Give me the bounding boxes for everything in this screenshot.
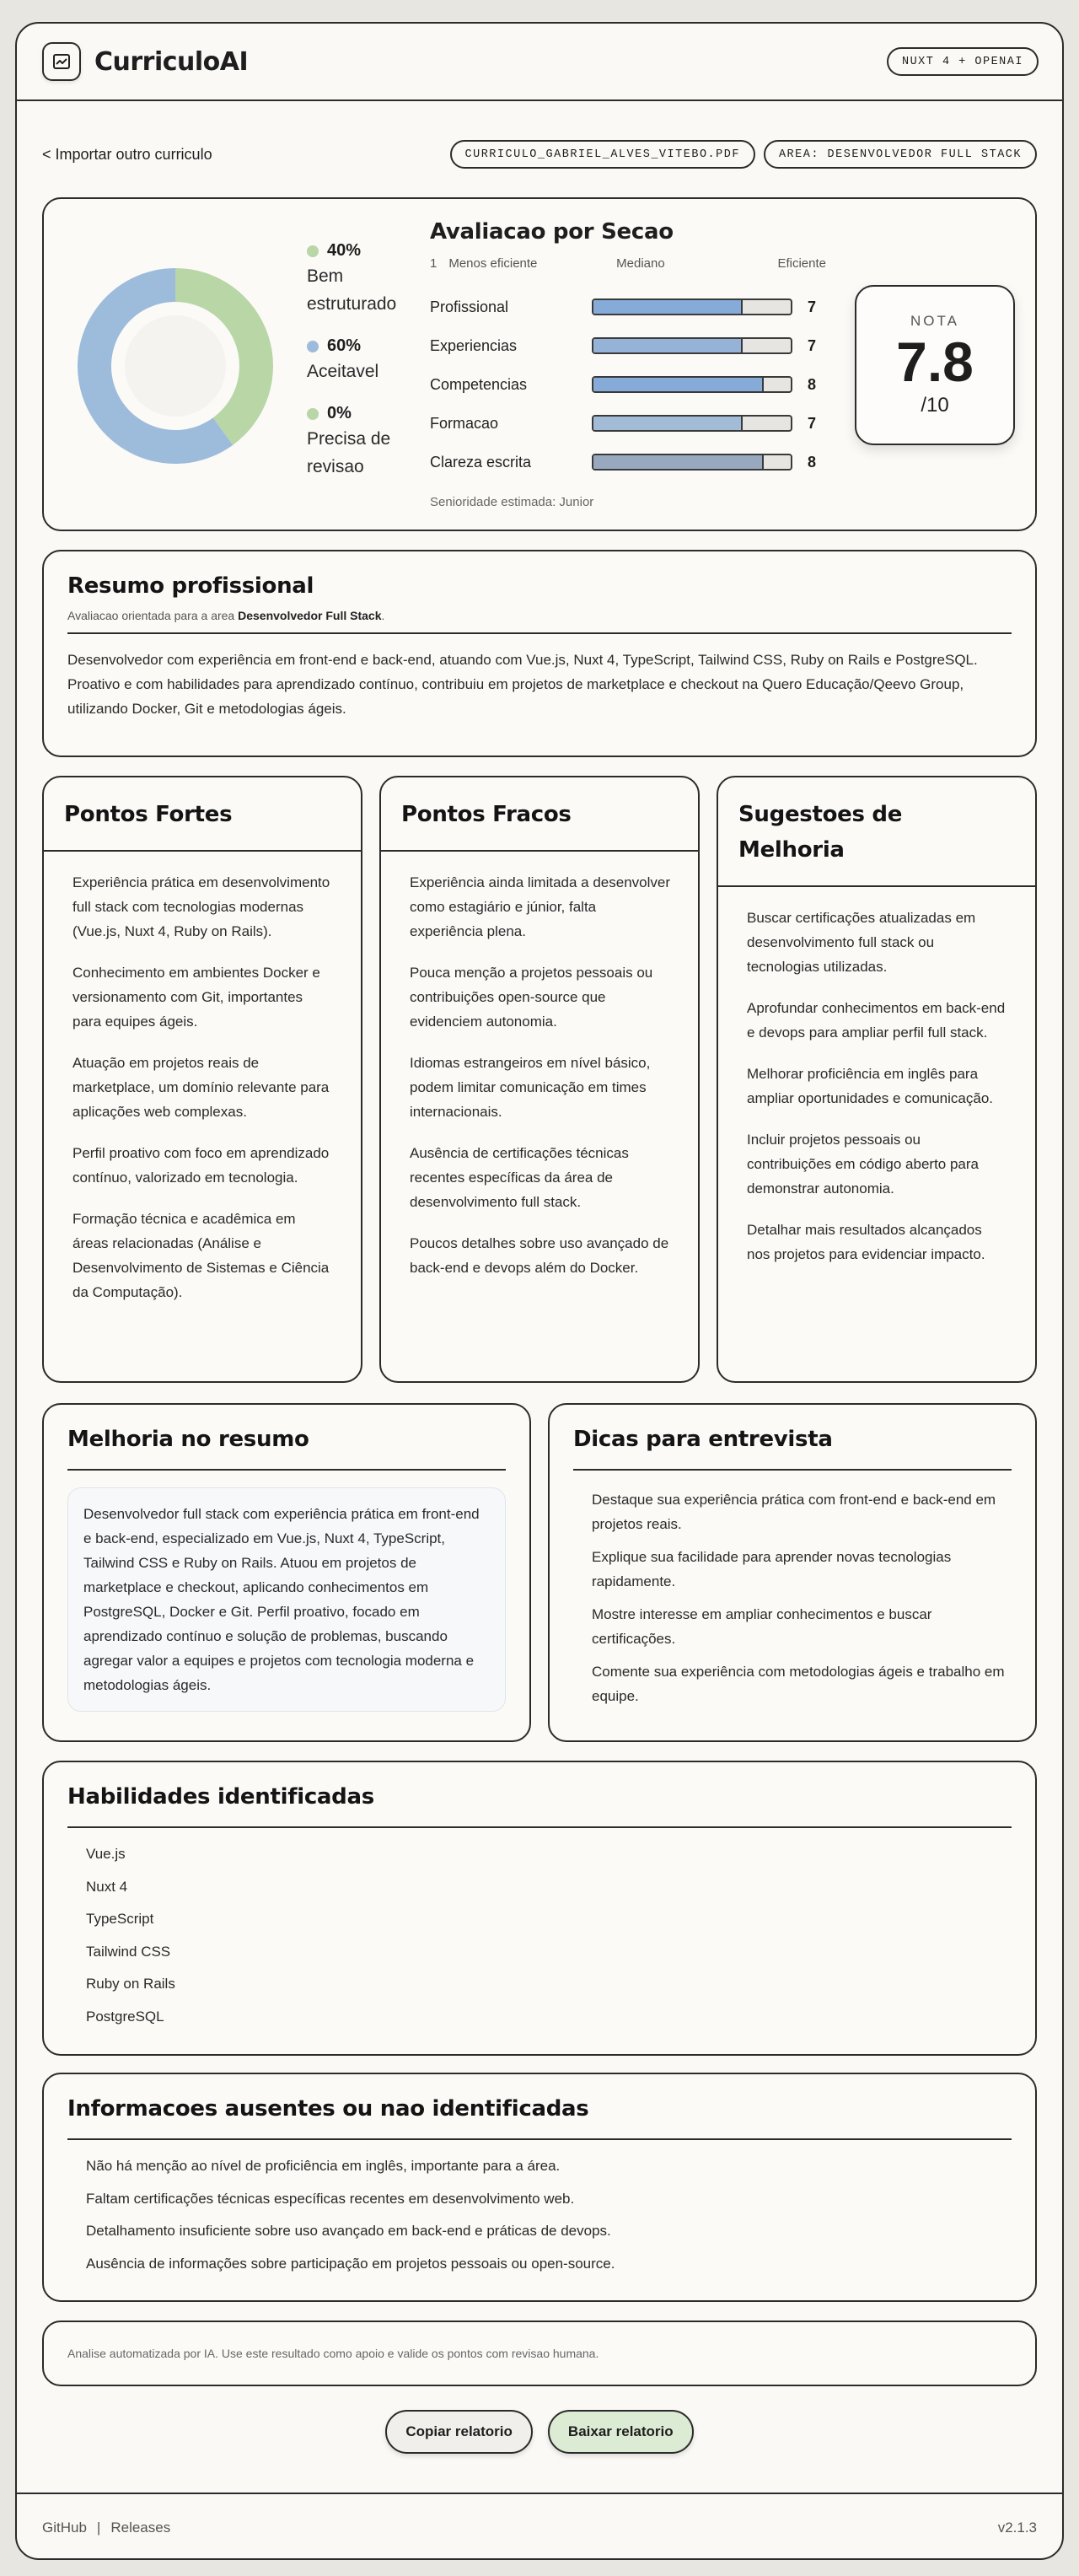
app-window xyxy=(15,22,1064,2560)
ai-disclaimer: Analise automatizada por IA. Use este resultado como apoio e valide os pontos com revisao humana. xyxy=(42,2321,1037,2386)
list-item: Aprofundar conhecimentos em back-end e devops para ampliar perfil full stack. xyxy=(747,1000,1006,1041)
brand xyxy=(42,42,248,81)
divider xyxy=(573,1469,1012,1471)
legend-dot xyxy=(307,341,319,352)
legend-percent: 60% xyxy=(327,336,362,355)
divider xyxy=(67,632,1012,634)
area-chip: AREA: DESENVOLVEDOR FULL STACK xyxy=(764,140,1037,169)
releases-link[interactable]: Releases xyxy=(110,2520,171,2536)
suggestions-list xyxy=(718,887,1035,1266)
list-item: Explique sua facilidade para aprender novas tecnologias rapidamente. xyxy=(592,1549,952,1589)
skill-item: PostgreSQL xyxy=(86,2008,164,2025)
section-bar xyxy=(592,337,792,354)
skill-item: Vue.js xyxy=(86,1846,126,1862)
list-item: Perfil proativo com foco em aprendizado contínuo, valorizado em tecnologia. xyxy=(72,1145,330,1186)
summary-subtitle-prefix: Avaliacao orientada para a area xyxy=(67,609,239,622)
missing-info-item: Ausência de informações sobre participação em projetos pessoais ou open-source. xyxy=(86,2255,615,2272)
legend-item-needs-review xyxy=(307,404,425,481)
app-title: CurriculoAI xyxy=(94,46,249,77)
section-label: Competencias xyxy=(430,375,528,393)
section-rows xyxy=(430,288,826,481)
status-donut-chart xyxy=(78,268,273,464)
section-label: Clareza escrita xyxy=(430,453,532,471)
strengths-list xyxy=(44,852,361,1304)
section-row xyxy=(430,365,826,404)
improved-summary-title: Melhoria no resumo xyxy=(67,1427,309,1452)
section-value: 8 xyxy=(808,375,817,393)
overall-score xyxy=(855,285,1015,445)
weaknesses-list xyxy=(381,852,698,1280)
legend-label: Precisa de revisao xyxy=(307,429,391,476)
section-label: Profissional xyxy=(430,298,509,315)
section-row xyxy=(430,443,826,481)
footer-links xyxy=(42,2520,170,2536)
scale-high-label: Eficiente xyxy=(777,256,826,271)
list-item: Experiência prática em desenvolvimento full stack com tecnologias modernas (Vue.js, Nuxt 4, Ruby on Rails). xyxy=(72,874,330,939)
copy-report-button[interactable]: Copiar relatorio xyxy=(385,2410,533,2454)
section-bar xyxy=(592,415,792,432)
overview-card xyxy=(42,197,1037,531)
file-chip: CURRICULO_GABRIEL_ALVES_VITEBO.PDF xyxy=(450,140,755,169)
professional-summary-card xyxy=(42,550,1037,757)
section-bar-fill xyxy=(593,455,764,469)
list-item: Pouca menção a projetos pessoais ou contribuições open-source que evidenciem autonomia. xyxy=(410,965,653,1030)
skill-item: Ruby on Rails xyxy=(86,1976,175,1992)
strengths-title: Pontos Fortes xyxy=(64,802,233,827)
score-label: NOTA xyxy=(910,313,959,329)
list-item: Detalhar mais resultados alcançados nos projetos para evidenciar impacto. xyxy=(747,1222,985,1262)
weaknesses-title: Pontos Fracos xyxy=(401,802,572,827)
section-label: Formacao xyxy=(430,414,499,432)
chart-icon xyxy=(42,42,81,81)
legend-dot xyxy=(307,408,319,420)
list-item: Experiência ainda limitada a desenvolver como estagiário e júnior, falta experiência plena. xyxy=(410,874,671,939)
section-bar xyxy=(592,376,792,393)
skills-card xyxy=(42,1761,1037,2056)
summary-subtitle xyxy=(67,609,1012,622)
list-item: Poucos detalhes sobre uso avançado de back-end e devops além do Docker. xyxy=(410,1235,669,1276)
section-bar-fill xyxy=(593,300,743,314)
skill-item: Tailwind CSS xyxy=(86,1943,171,1960)
summary-title: Resumo profissional xyxy=(67,573,314,599)
skill-item: TypeScript xyxy=(86,1911,154,1927)
section-row xyxy=(430,288,826,326)
skills-title: Habilidades identificadas xyxy=(67,1784,374,1810)
suggestions-card xyxy=(717,776,1037,1383)
donut-center xyxy=(125,315,226,417)
report-actions xyxy=(17,2410,1062,2454)
list-item: Comente sua experiência com metodologias ágeis e trabalho em equipe. xyxy=(592,1664,1005,1704)
sub-navigation xyxy=(17,101,1062,207)
context-chips xyxy=(450,140,1038,169)
missing-info-title: Informacoes ausentes ou nao identificadas xyxy=(67,2096,589,2122)
legend-percent: 40% xyxy=(327,241,362,260)
github-link[interactable]: GitHub xyxy=(42,2520,87,2536)
section-bar xyxy=(592,454,792,471)
scale-low-label: Menos eficiente xyxy=(448,256,538,271)
donut-legend xyxy=(307,241,425,499)
summary-subtitle-suffix: . xyxy=(381,609,385,622)
list-item: Destaque sua experiência prática com front-end e back-end em projetos reais. xyxy=(592,1492,996,1532)
section-bar-fill xyxy=(593,339,743,352)
section-value: 8 xyxy=(808,453,817,471)
summary-text: Desenvolvedor com experiência em front-end e back-end, atuando com Vue.js, Nuxt 4, TypeScript, Tailwind CSS, Ruby on Rails e PostgreSQL. Proativo e com habilidades para aprendizado contínuo, contribuiu em projetos de marketplace e checkout na Quero Educação/Qeevo Group, utilizando Docker, Git e metodologias ágeis. xyxy=(67,652,978,717)
tech-badge: NUXT 4 + OPENAI xyxy=(887,47,1039,76)
section-row xyxy=(430,404,826,443)
list-item: Idiomas estrangeiros em nível básico, podem limitar comunicação em times internacionais. xyxy=(410,1055,651,1120)
app-header xyxy=(17,24,1062,101)
score-value: 7.8 xyxy=(896,331,974,393)
interview-tips-list xyxy=(573,1487,1012,1708)
summary-subtitle-area: Desenvolvedor Full Stack xyxy=(238,609,382,622)
legend-label: Aceitavel xyxy=(307,362,379,381)
section-value: 7 xyxy=(808,336,817,354)
list-item: Conhecimento em ambientes Docker e versionamento com Git, importantes para equipes ágeis. xyxy=(72,965,320,1030)
legend-item-acceptable xyxy=(307,336,425,385)
list-item: Buscar certificações atualizadas em desenvolvimento full stack ou tecnologias utilizadas. xyxy=(747,910,976,975)
section-label: Experiencias xyxy=(430,336,518,354)
legend-percent: 0% xyxy=(327,404,352,422)
list-item: Incluir projetos pessoais ou contribuições em código aberto para demonstrar autonomia. xyxy=(747,1132,979,1197)
section-ratings xyxy=(430,219,826,509)
skill-item: Nuxt 4 xyxy=(86,1878,128,1895)
rating-scale xyxy=(430,256,826,271)
section-bar-fill xyxy=(593,417,743,430)
missing-info-item: Não há menção ao nível de proficiência em inglês, importante para a área. xyxy=(86,2158,561,2174)
missing-info-item: Faltam certificações técnicas específicas recentes em desenvolvimento web. xyxy=(86,2190,575,2207)
strengths-card xyxy=(42,776,362,1383)
section-value: 7 xyxy=(808,414,817,432)
section-value: 7 xyxy=(808,298,817,315)
seniority-estimate: Senioridade estimada: Junior xyxy=(430,495,594,509)
suggestions-title: Sugestoes de Melhoria xyxy=(738,802,903,863)
weaknesses-card xyxy=(379,776,700,1383)
section-row xyxy=(430,326,826,365)
list-item: Ausência de certificações técnicas recentes específicas da área de desenvolvimento full stack. xyxy=(410,1145,629,1210)
list-item: Mostre interesse em ampliar conhecimentos e buscar certificações. xyxy=(592,1606,932,1647)
legend-item-structured xyxy=(307,241,425,318)
suggestions-header xyxy=(718,777,1035,885)
weaknesses-header xyxy=(381,777,698,850)
scale-mid-label: Mediano xyxy=(616,256,665,271)
section-bar-fill xyxy=(593,378,764,391)
interview-tips-card xyxy=(548,1403,1037,1742)
divider xyxy=(67,1469,506,1471)
interview-tips-title: Dicas para entrevista xyxy=(573,1427,833,1452)
app-version: v2.1.3 xyxy=(997,2520,1037,2536)
list-item: Formação técnica e acadêmica em áreas relacionadas (Análise e Desenvolvimento de Sistemas e Ciência da Computação). xyxy=(72,1211,330,1300)
improved-summary-text: Desenvolvedor full stack com experiência prática em front-end e back-end, especializado em Vue.js, Nuxt 4, TypeScript, Tailwind CSS e Ruby on Rails. Atuou em projetos de marketplace e checkout, aplicando conhecimentos em PostgreSQL, Docker e Git. Perfil proativo, focado em aprendizado contínuo e solução de problemas, buscando agregar valor a equipes e projetos com tecnologia moderna e metodologias ágeis. xyxy=(67,1487,506,1712)
scale-min: 1 xyxy=(430,256,438,271)
footer-separator: | xyxy=(96,2520,101,2536)
legend-dot xyxy=(307,245,319,257)
improved-summary-card xyxy=(42,1403,531,1742)
list-item: Melhorar proficiência em inglês para ampliar oportunidades e comunicação. xyxy=(747,1066,994,1106)
section-bar xyxy=(592,298,792,315)
strengths-header xyxy=(44,777,361,850)
import-another-link[interactable]: < Importar outro curriculo xyxy=(42,145,212,163)
download-report-button[interactable]: Baixar relatorio xyxy=(548,2410,694,2454)
divider xyxy=(67,1826,1012,1828)
list-item: Atuação em projetos reais de marketplace, um domínio relevante para aplicações web complexas. xyxy=(72,1055,330,1120)
app-footer xyxy=(17,2493,1062,2560)
missing-info-item: Detalhamento insuficiente sobre uso avançado em back-end e práticas de devops. xyxy=(86,2223,611,2239)
divider xyxy=(67,2138,1012,2140)
section-ratings-title: Avaliacao por Secao xyxy=(430,219,674,245)
score-denominator: /10 xyxy=(921,394,949,417)
legend-label: Bem estruturado xyxy=(307,266,397,314)
missing-info-card xyxy=(42,2073,1037,2302)
